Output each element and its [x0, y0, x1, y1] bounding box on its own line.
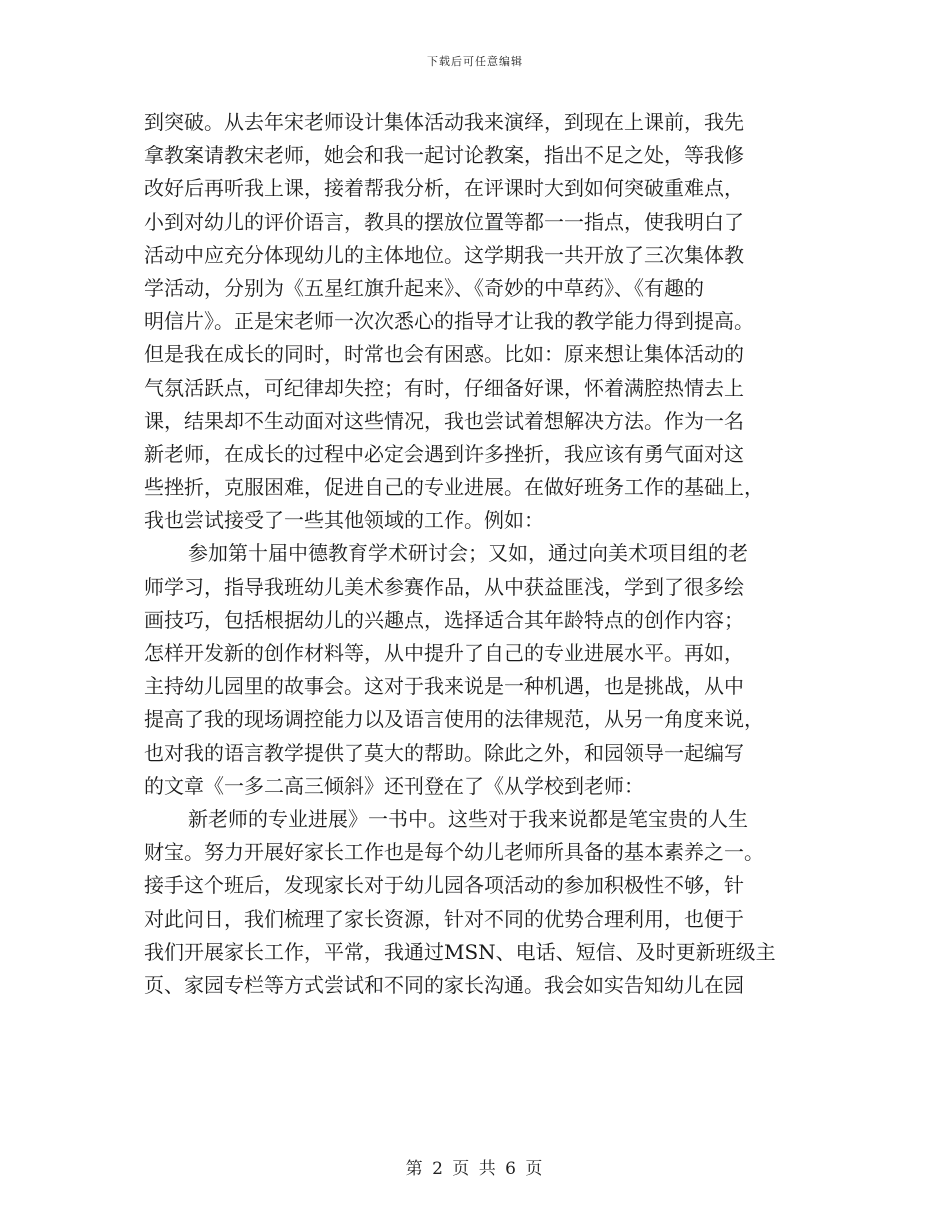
text-line: 改好后再听我上课，接着帮我分析，在评课时大到如何突破重难点，	[144, 176, 744, 201]
text-line: 到突破。从去年宋老师设计集体活动我来演绎，到现在上课前，我先	[144, 110, 744, 134]
text-line: 主持幼儿园里的故事会。这对于我来说是一种机遇，也是挑战，从中	[144, 674, 744, 699]
text-line: 怎样开发新的创作材料等，从中提升了自己的专业进展水平。再如，	[144, 641, 744, 665]
body-text	[144, 106, 808, 1002]
text-line: 小到对幼儿的评价语言，教具的摆放位置等都一一指点，使我明白了	[144, 209, 744, 234]
text-line: 但是我在成长的同时，时常也会有困惑。比如：原来想让集体活动的	[144, 342, 744, 367]
text-line: 明信片》。正是宋老师一次次悉心的指导才让我的教学能力得到提高。	[144, 309, 754, 334]
page-header: 下载后可任意编辑	[427, 55, 523, 68]
text-line: 提高了我的现场调控能力以及语言使用的法律规范，从另一角度来说，	[144, 707, 764, 732]
text-line: 也对我的语言教学提供了莫大的帮助。除此之外，和园领导一起编写	[144, 740, 744, 765]
text-line: 课，结果却不生动面对这些情况，我也尝试着想解决方法。作为一名	[144, 408, 744, 433]
text-line: 我们开展家长工作，平常，我通过MSN、电话、短信、及时更新班级主	[144, 939, 776, 964]
page-footer: 第 2 页 共 6 页	[405, 1159, 545, 1179]
text-line: 新老师，在成长的过程中必定会遇到许多挫折，我应该有勇气面对这	[144, 441, 744, 466]
text-line: 气氛活跃点，可纪律却失控；有时，仔细备好课，怀着满腔热情去上	[144, 375, 744, 400]
text-line: 对此问日，我们梳理了家长资源，针对不同的优势合理利用，也便于	[144, 906, 744, 931]
text-line: 接手这个班后，发现家长对于幼儿园各项活动的参加积极性不够，针	[144, 873, 744, 898]
text-line: 师学习，指导我班幼儿美术参赛作品，从中获益匪浅，学到了很多绘	[144, 574, 744, 599]
text-line: 参加第十届中德教育学术研讨会；又如，通过向美术项目组的老	[188, 541, 748, 566]
text-line: 画技巧，包括根据幼儿的兴趣点，选择适合其年龄特点的创作内容；	[144, 607, 744, 632]
text-line: 页、家园专栏等方式尝试和不同的家长沟通。我会如实告知幼儿在园	[144, 972, 744, 997]
text-line: 我也尝试接受了一些其他领域的工作。例如：	[144, 508, 544, 533]
text-line: 些挫折，克服困难，促进自己的专业进展。在做好班务工作的基础上，	[144, 475, 764, 500]
text-line: 学活动，分别为《五星红旗升起来》、《奇妙的中草药》、《有趣的	[144, 275, 704, 300]
text-line: 的文章《一多二高三倾斜》还刊登在了《从学校到老师：	[144, 773, 644, 798]
text-line: 拿教案请教宋老师，她会和我一起讨论教案，指出不足之处，等我修	[144, 143, 744, 168]
text-line: 财宝。努力开展好家长工作也是每个幼儿老师所具备的基本素养之一。	[144, 840, 764, 865]
text-line: 新老师的专业进展》一书中。这些对于我来说都是笔宝贵的人生	[188, 806, 748, 831]
text-line: 活动中应充分体现幼儿的主体地位。这学期我一共开放了三次集体教	[144, 242, 744, 267]
